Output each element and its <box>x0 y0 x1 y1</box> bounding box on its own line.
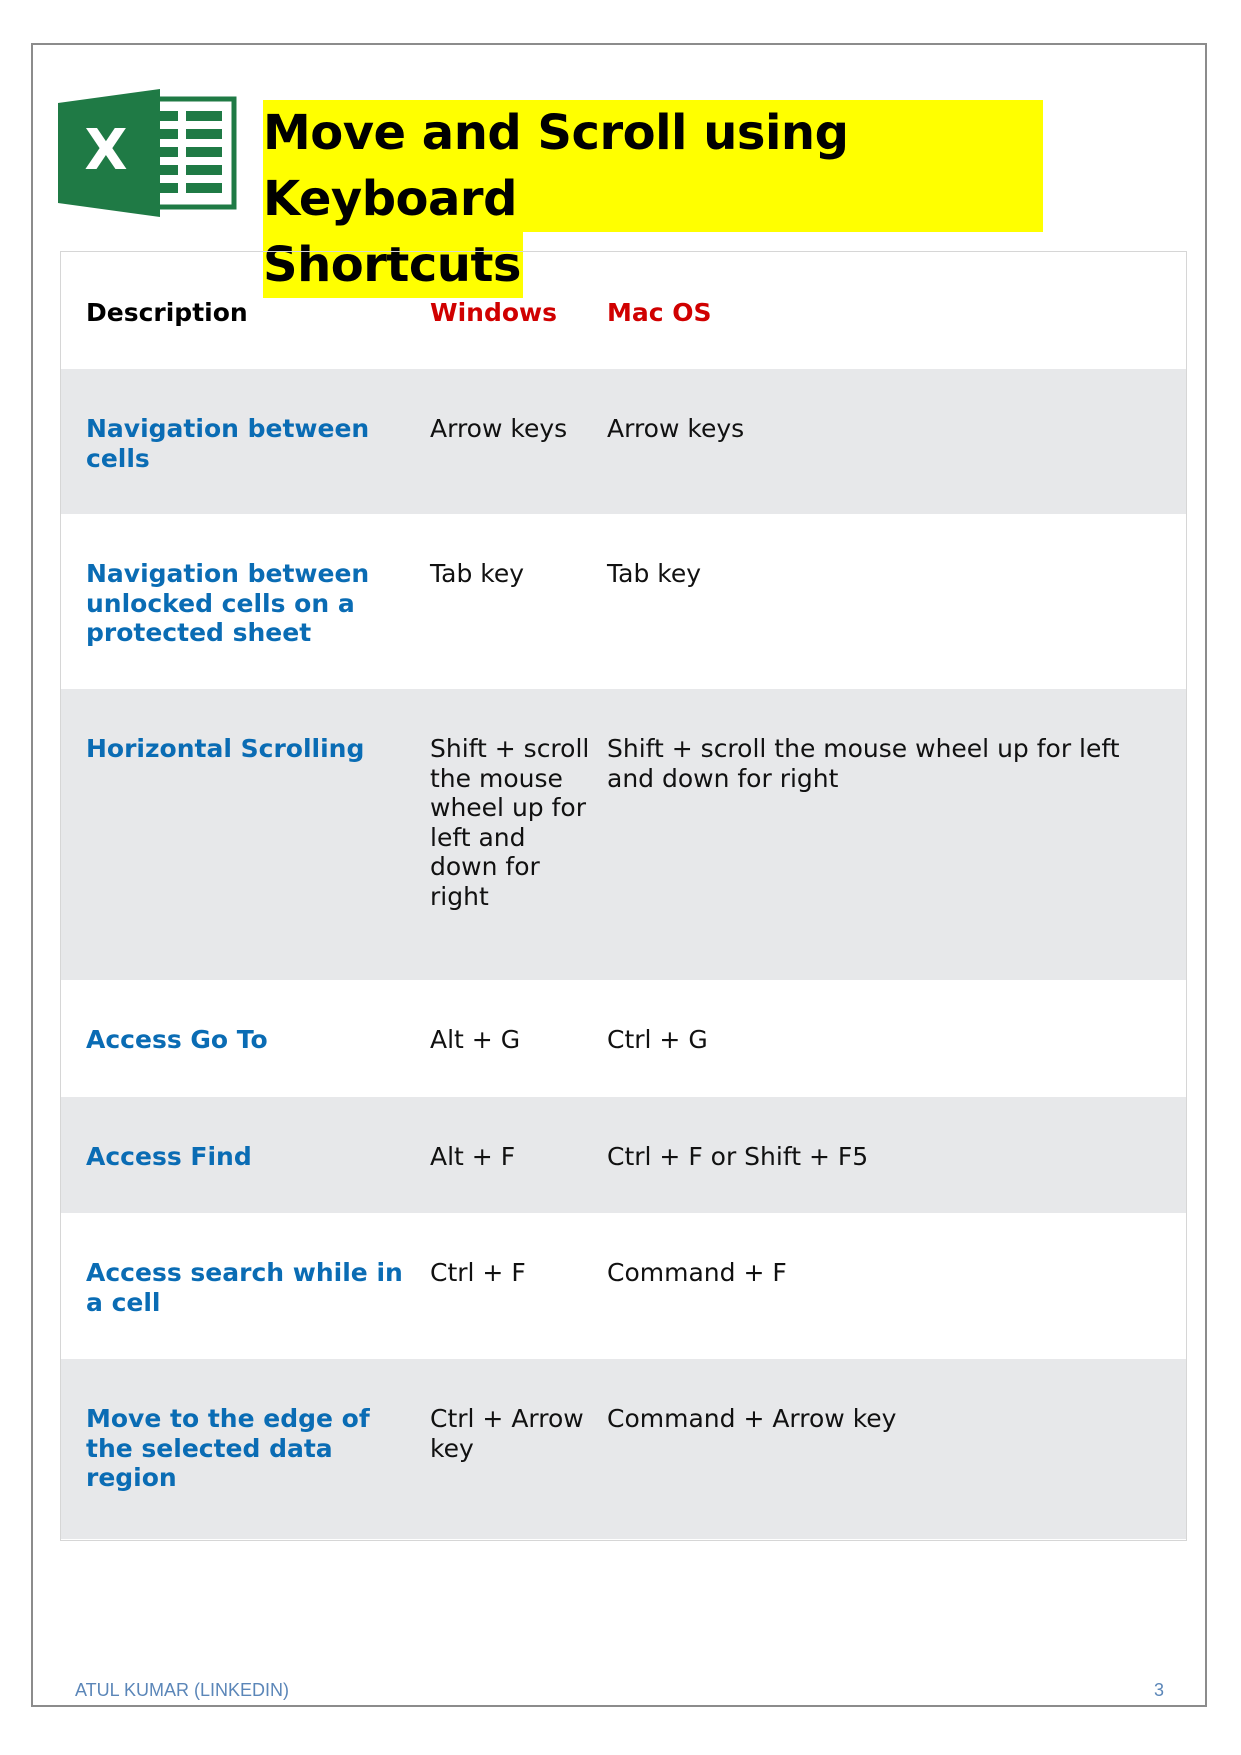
row-description: Access Go To <box>86 1025 268 1054</box>
row-windows: Tab key <box>430 559 525 588</box>
table-row <box>61 1213 1186 1359</box>
table-row <box>61 1359 1186 1539</box>
header-description: Description <box>86 298 248 327</box>
row-description: Navigation between cells <box>86 414 370 473</box>
row-windows: Shift + scroll the mouse wheel up for left and down for right <box>430 734 590 911</box>
shortcuts-table <box>60 251 1187 1541</box>
row-mac: Tab key <box>607 559 702 588</box>
row-windows: Arrow keys <box>430 414 568 443</box>
row-windows: Alt + F <box>430 1142 516 1171</box>
row-mac: Arrow keys <box>607 414 745 443</box>
row-description: Access search while in a cell <box>86 1258 403 1317</box>
row-description: Move to the edge of the selected data region <box>86 1404 370 1492</box>
footer-page-number: 3 <box>1154 1680 1165 1700</box>
row-windows: Ctrl + Arrow key <box>430 1404 584 1463</box>
row-windows: Alt + G <box>430 1025 521 1054</box>
header-mac: Mac OS <box>607 298 712 327</box>
title-line-1: Move and Scroll using Keyboard <box>263 100 1043 232</box>
row-mac: Shift + scroll the mouse wheel up for left and down for right <box>607 734 1120 793</box>
row-mac: Ctrl + F or Shift + F5 <box>607 1142 869 1171</box>
row-mac: Command + F <box>607 1258 787 1287</box>
header-windows: Windows <box>430 298 557 327</box>
table-row <box>61 980 1186 1097</box>
table-row <box>61 1097 1186 1213</box>
row-mac: Ctrl + G <box>607 1025 708 1054</box>
table-row <box>61 689 1186 980</box>
table-header-row <box>61 252 1186 369</box>
footer-author: ATUL KUMAR (LINKEDIN) <box>75 1680 290 1700</box>
excel-logo-letter: X <box>84 118 128 183</box>
row-mac: Command + Arrow key <box>607 1404 897 1433</box>
row-description: Navigation between unlocked cells on a protected sheet <box>86 559 370 647</box>
title-line-2: Shortcuts <box>263 232 523 298</box>
table-row <box>61 369 1186 514</box>
table-row <box>61 514 1186 689</box>
row-description: Horizontal Scrolling <box>86 734 365 763</box>
row-description: Access Find <box>86 1142 252 1171</box>
excel-logo-icon <box>58 89 238 217</box>
row-windows: Ctrl + F <box>430 1258 526 1287</box>
